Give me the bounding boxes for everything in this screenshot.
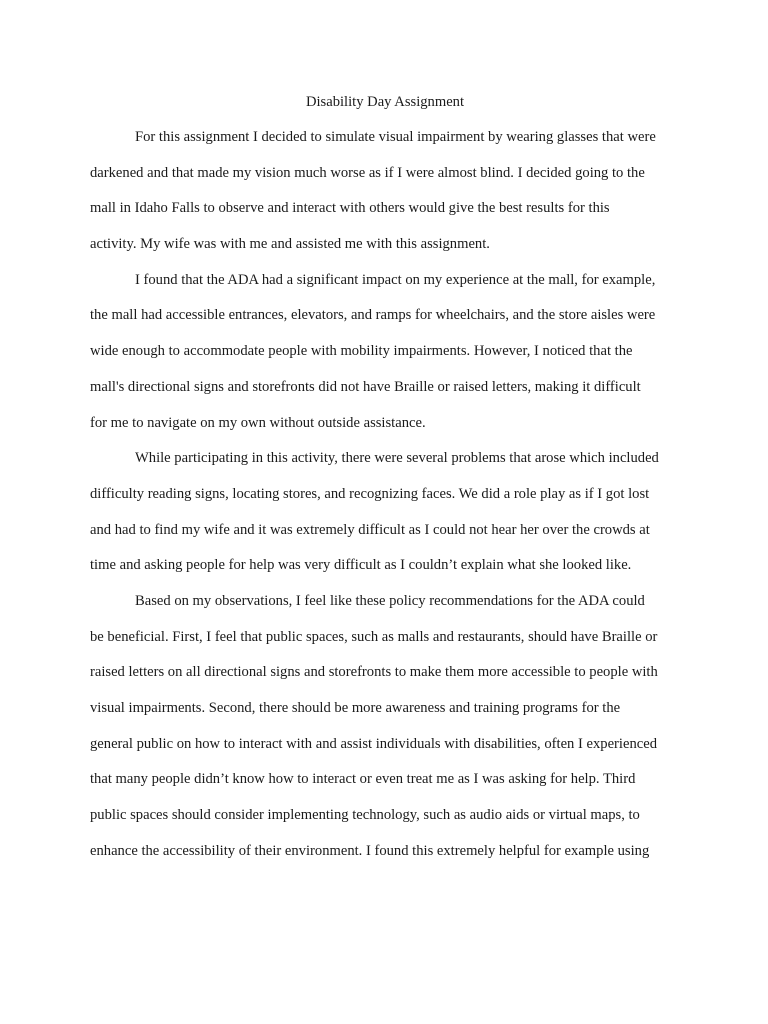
- paragraph-line: wide enough to accommodate people with mobility impairments. However, I noticed that the: [90, 343, 633, 360]
- paragraph-line: I found that the ADA had a significant impact on my experience at the mall, for example,: [135, 271, 656, 288]
- paragraph-line: enhance the accessibility of their environment. I found this extremely helpful for example using: [90, 842, 650, 859]
- paragraph-line: time and asking people for help was very difficult as I couldn’t explain what she looked like.: [90, 557, 632, 574]
- paragraph-line: While participating in this activity, there were several problems that arose which included: [135, 450, 659, 467]
- paragraph-2: [90, 263, 680, 441]
- paragraph-line: Based on my observations, I feel like these policy recommendations for the ADA could: [135, 592, 645, 609]
- paragraph-line: visual impairments. Second, there should be more awareness and training programs for the: [90, 700, 621, 716]
- paragraph-line: mall in Idaho Falls to observe and interact with others would give the best results for this: [90, 200, 610, 217]
- document-body: [90, 84, 680, 869]
- paragraph-line: general public on how to interact with and assist individuals with disabilities, often I experienced: [90, 735, 657, 752]
- paragraph-line: be beneficial. First, I feel that public spaces, such as malls and restaurants, should have Braille or: [90, 628, 658, 645]
- paragraph-line: public spaces should consider implementing technology, such as audio aids or virtual maps, to: [90, 807, 640, 824]
- paragraph-1: [90, 120, 680, 263]
- paragraph-line: For this assignment I decided to simulate visual impairment by wearing glasses that were: [135, 129, 656, 145]
- paragraph-line: difficulty reading signs, locating stores, and recognizing faces. We did a role play as if I got lost: [90, 485, 650, 502]
- paragraph-line: that many people didn’t know how to interact or even treat me as I was asking for help. Third: [90, 771, 636, 788]
- paragraph-line: activity. My wife was with me and assisted me with this assignment.: [90, 236, 490, 253]
- document-title: Disability Day Assignment: [305, 94, 465, 110]
- paragraph-line: for me to navigate on my own without outside assistance.: [90, 414, 426, 431]
- paragraph-line: mall's directional signs and storefronts did not have Braille or raised letters, making it difficult: [90, 378, 641, 395]
- paragraph-line: darkened and that made my vision much worse as if I were almost blind. I decided going to the: [90, 164, 645, 181]
- paragraph-line: raised letters on all directional signs and storefronts to make them more accessible to people with: [90, 664, 658, 681]
- paragraph-line: and had to find my wife and it was extremely difficult as I could not hear her over the crowds at: [90, 521, 650, 538]
- paragraph-4: [90, 584, 680, 870]
- paragraph-3: [90, 441, 680, 584]
- paragraph-line: the mall had accessible entrances, elevators, and ramps for wheelchairs, and the store aisles were: [90, 307, 656, 324]
